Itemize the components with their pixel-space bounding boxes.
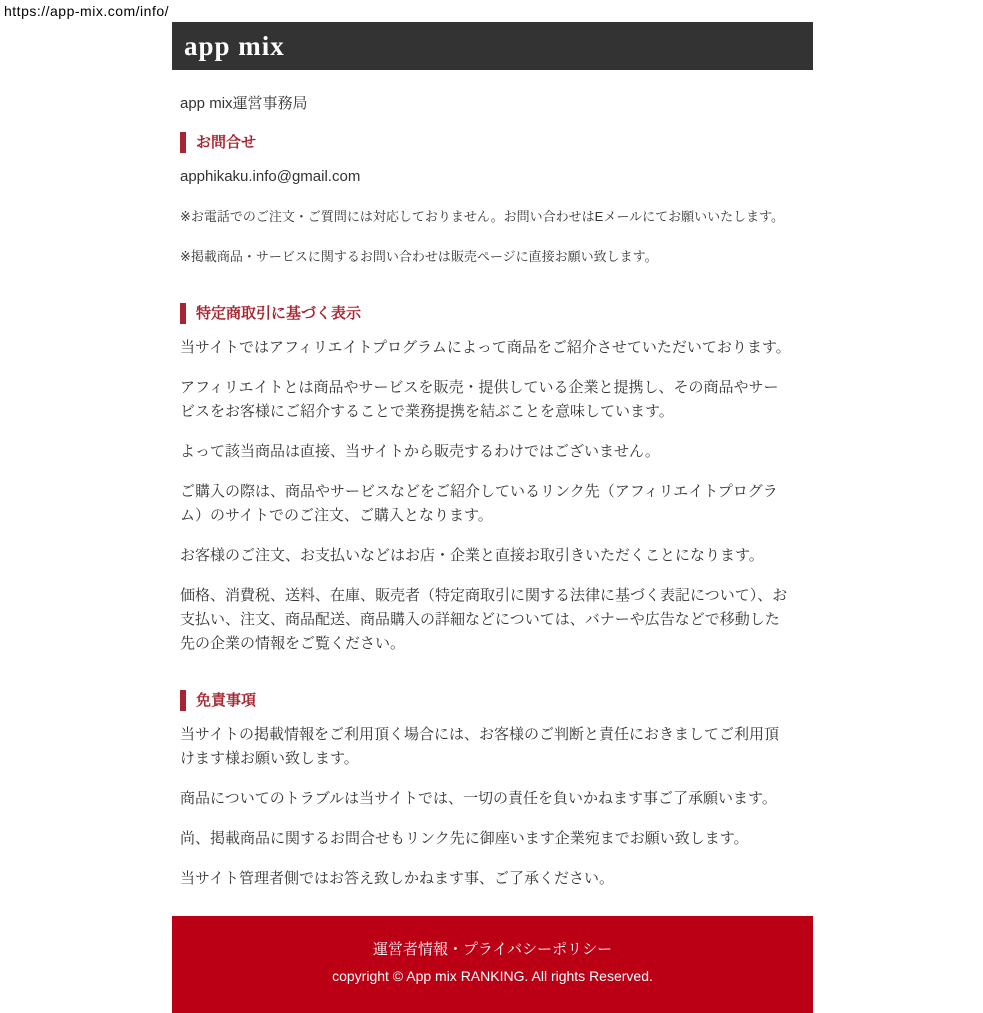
site-header-bar xyxy=(172,22,813,70)
heading-accent-bar xyxy=(180,132,186,153)
commerce-paragraph: 価格、消費税、送料、在庫、販売者（特定商取引に関する法律に基づく表記について）、お支払い、注文、商品配送、商品購入の詳細などについては、バナーや広告などで移動した先の企業の情報をご覧ください。 xyxy=(180,587,788,652)
disclaimer-paragraph: 商品についてのトラブルは当サイトでは、一切の責任を負いかねます事ご了承願います。 xyxy=(180,790,777,807)
disclaimer-heading-label: 免責事項 xyxy=(196,691,257,709)
commerce-paragraph: 当サイトではアフィリエイトプログラムによって商品をご紹介させていただいております。 xyxy=(180,339,791,356)
footer-privacy-policy-link[interactable]: 運営者情報・プライバシーポリシー xyxy=(372,941,613,958)
contact-heading xyxy=(180,132,791,153)
site-title: app mix xyxy=(184,30,285,61)
footer-copyright: copyright © App mix RANKING. All rights Reserved. xyxy=(332,968,653,984)
operator-name: app mix運営事務局 xyxy=(180,95,308,112)
disclaimer-heading xyxy=(180,690,791,711)
commerce-paragraph: ご購入の際は、商品やサービスなどをご紹介しているリンク先（アフィリエイトプログラム）のサイトでのご注文、ご購入となります。 xyxy=(180,483,778,524)
commerce-paragraph: よって該当商品は直接、当サイトから販売するわけではございません。 xyxy=(180,443,660,460)
page-url-caption: https://app-mix.com/info/ xyxy=(4,3,170,19)
contact-note-phone: ※お電話でのご注文・ご質問には対応しておりません。お問い合わせはEメールにてお願いいたします。 xyxy=(180,209,785,224)
page-column xyxy=(172,22,813,1013)
commerce-paragraph: お客様のご注文、お支払いなどはお店・企業と直接お取引きいただくことになります。 xyxy=(180,547,764,564)
contact-email: apphikaku.info@gmail.com xyxy=(180,168,361,185)
commerce-law-heading-label: 特定商取引に基づく表示 xyxy=(196,304,362,322)
contact-note-products: ※掲載商品・サービスに関するお問い合わせは販売ページに直接お願い致します。 xyxy=(180,249,658,264)
disclaimer-paragraph: 当サイト管理者側ではお答え致しかねます事、ご了承ください。 xyxy=(180,870,614,887)
heading-accent-bar xyxy=(180,303,186,324)
commerce-law-heading xyxy=(180,303,791,324)
heading-accent-bar xyxy=(180,690,186,711)
commerce-paragraph: アフィリエイトとは商品やサービスを販売・提供している企業と提携し、その商品やサービスをお客様にご紹介することで業務提携を結ぶことを意味しています。 xyxy=(180,379,779,420)
main-content xyxy=(172,92,813,891)
contact-heading-label: お問合せ xyxy=(196,133,257,151)
site-footer xyxy=(172,916,813,1013)
disclaimer-paragraph: 尚、掲載商品に関するお問合せもリンク先に御座います企業宛までお願い致します。 xyxy=(180,830,749,847)
disclaimer-paragraph: 当サイトの掲載情報をご利用頂く場合には、お客様のご判断と責任におきましてご利用頂けます様お願い致します。 xyxy=(180,726,779,767)
